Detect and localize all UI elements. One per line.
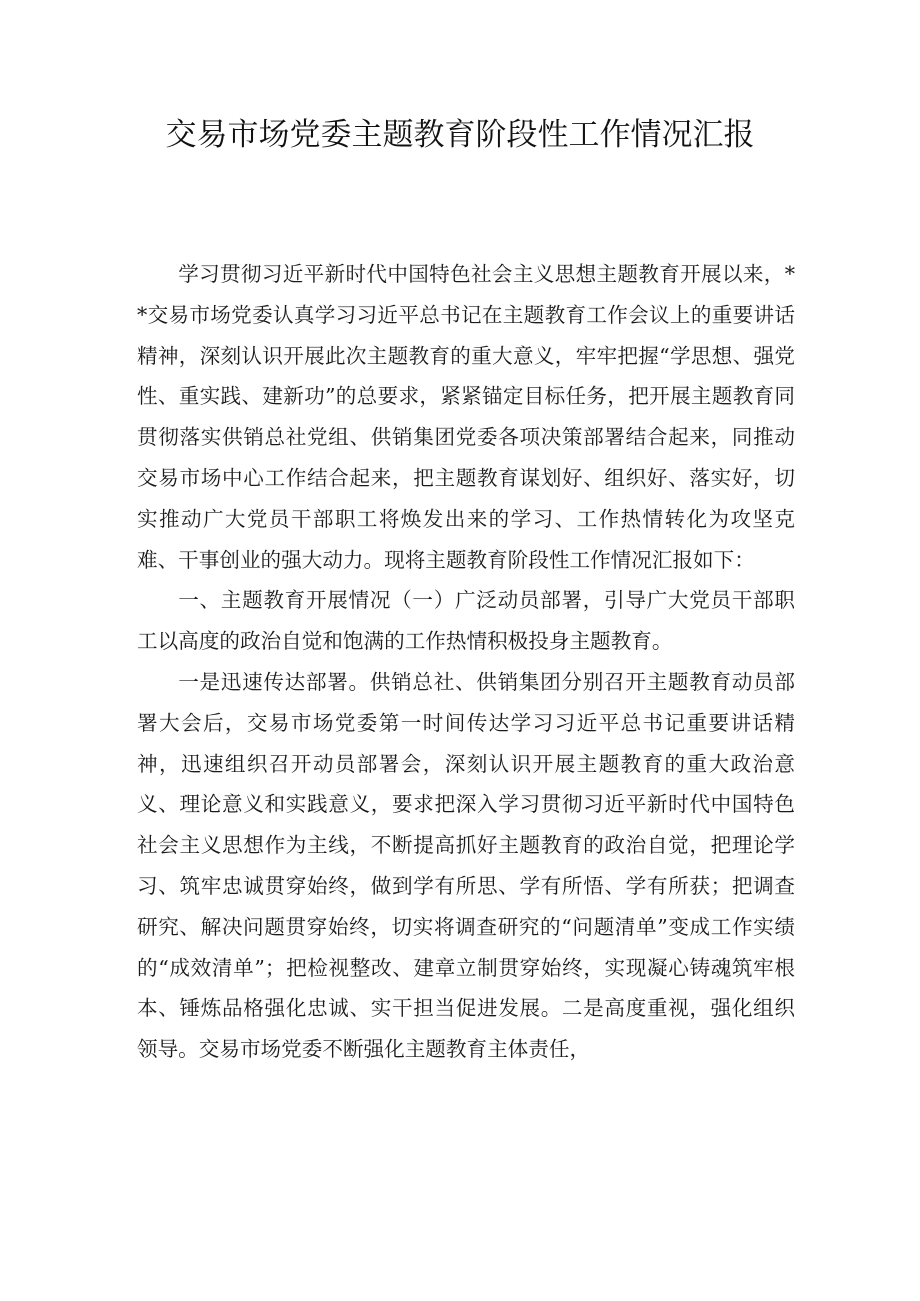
document-title: 交易市场党委主题教育阶段性工作情况汇报 — [165, 117, 755, 153]
document-body — [137, 254, 795, 1070]
paragraph-deployment: 一是迅速传达部署。供销总社、供销集团分别召开主题教育动员部署大会后，交易市场党委第一时间传达学习习近平总书记重要讲话精神，迅速组织召开动员部署会，深刻认识开展主题教育的重大政治意义、理论意义和实践意义，要求把深入学习贯彻习近平新时代中国特色社会主义思想作为主线，不断提高抓好主题教育的政治自觉，把理论学习、筑牢忠诚贯穿始终，做到学有所思、学有所悟、学有所获；把调查研究、解决问题贯穿始终，切实将调查研究的“问题清单”变成工作实绩的“成效清单”；把检视整改、建章立制贯穿始终，实现凝心铸魂筑牢根本、锤炼品格强化忠诚、实干担当促进发展。二是高度重视，强化组织领导。交易市场党委不断强化主题教育主体责任， — [137, 669, 795, 1062]
paragraph-section-heading: 一、主题教育开展情况（一）广泛动员部署，引导广大党员干部职工以高度的政治自觉和饱满的工作热情积极投身主题教育。 — [137, 588, 795, 654]
paragraph-intro: 学习贯彻习近平新时代中国特色社会主义思想主题教育开展以来，**交易市场党委认真学习习近平总书记在主题教育工作会议上的重要讲话精神，深刻认识开展此次主题教育的重大意义，牢牢把握“学思想、强党性、重实践、建新功”的总要求，紧紧锚定目标任务，把开展主题教育同贯彻落实供销总社党组、供销集团党委各项决策部署结合起来，同推动交易市场中心工作结合起来，把主题教育谋划好、组织好、落实好，切实推动广大党员干部职工将焕发出来的学习、工作热情转化为攻坚克难、干事创业的强大动力。现将主题教育阶段性工作情况汇报如下： — [137, 262, 795, 572]
